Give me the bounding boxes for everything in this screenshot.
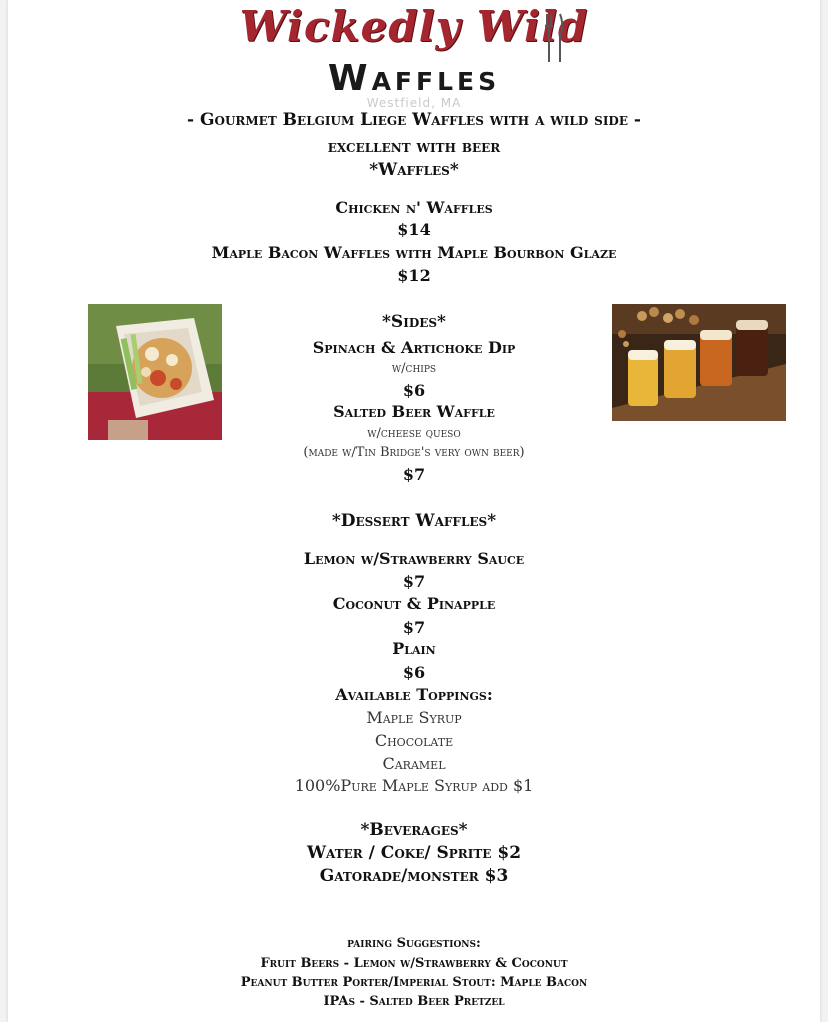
waffles-heading: *Waffles* (369, 160, 459, 180)
desserts-heading: *Dessert Waffles* (331, 511, 497, 531)
subtitle: excellent with beer (327, 137, 501, 157)
menu-item-name: Plain (392, 639, 436, 658)
menu-item-name: Spinach & Artichoke Dip (312, 338, 516, 357)
sides-heading: *Sides* (382, 312, 446, 332)
menu-item-note: (made w/Tin Bridge's very own beer) (303, 445, 525, 460)
logo-waffles: Waffles (327, 58, 501, 99)
menu-item-price: $14 (397, 220, 431, 239)
toppings-heading: Available Toppings: (335, 685, 493, 704)
menu-item-price: $7 (402, 465, 426, 484)
menu-item-price: $12 (397, 266, 431, 285)
menu-item-name: Maple Bacon Waffles with Maple Bourbon Glaze (211, 243, 617, 262)
tagline: - Gourmet Belgium Liege Waffles with a wild side - (187, 110, 641, 130)
topping-item: Maple Syrup (366, 708, 462, 727)
menu-page (8, 0, 820, 1022)
menu-item-name: Salted Beer Waffle (333, 402, 495, 421)
pairing-heading: pairing Suggestions: (347, 936, 481, 951)
pairing-item: Fruit Beers - Lemon w/Strawberry & Coconut (260, 956, 568, 971)
menu-item-name: Chicken n' Waffles (335, 198, 493, 217)
pairing-item: IPAs - Salted Beer Pretzel (323, 994, 505, 1009)
beverage-item: Water / Coke/ Sprite $2 (306, 843, 522, 863)
topping-item: Chocolate (374, 731, 454, 750)
menu-item-price: $7 (402, 618, 426, 637)
menu-item-price: $7 (402, 572, 426, 591)
beverages-heading: *Beverages* (360, 820, 468, 840)
menu-item-note: w/chips (391, 361, 437, 376)
menu-item-name: Coconut & Pinapple (332, 594, 496, 613)
menu-item-price: $6 (402, 663, 426, 682)
pairing-item: Peanut Butter Porter/Imperial Stout: Maple Bacon (240, 975, 588, 990)
menu-item-price: $6 (402, 381, 426, 400)
menu-item-note: w/cheese queso (367, 426, 461, 441)
logo-location: Westfield, MA (366, 96, 462, 110)
fork-knife-icon (543, 12, 565, 64)
topping-item: Caramel (382, 754, 446, 773)
menu-item-name: Lemon w/Strawberry Sauce (303, 549, 525, 568)
beverage-item: Gatorade/monster $3 (319, 866, 509, 886)
logo-wickedly-wild: Wickedly Wild (239, 2, 589, 51)
topping-item: 100%Pure Maple Syrup add $1 (294, 776, 534, 795)
